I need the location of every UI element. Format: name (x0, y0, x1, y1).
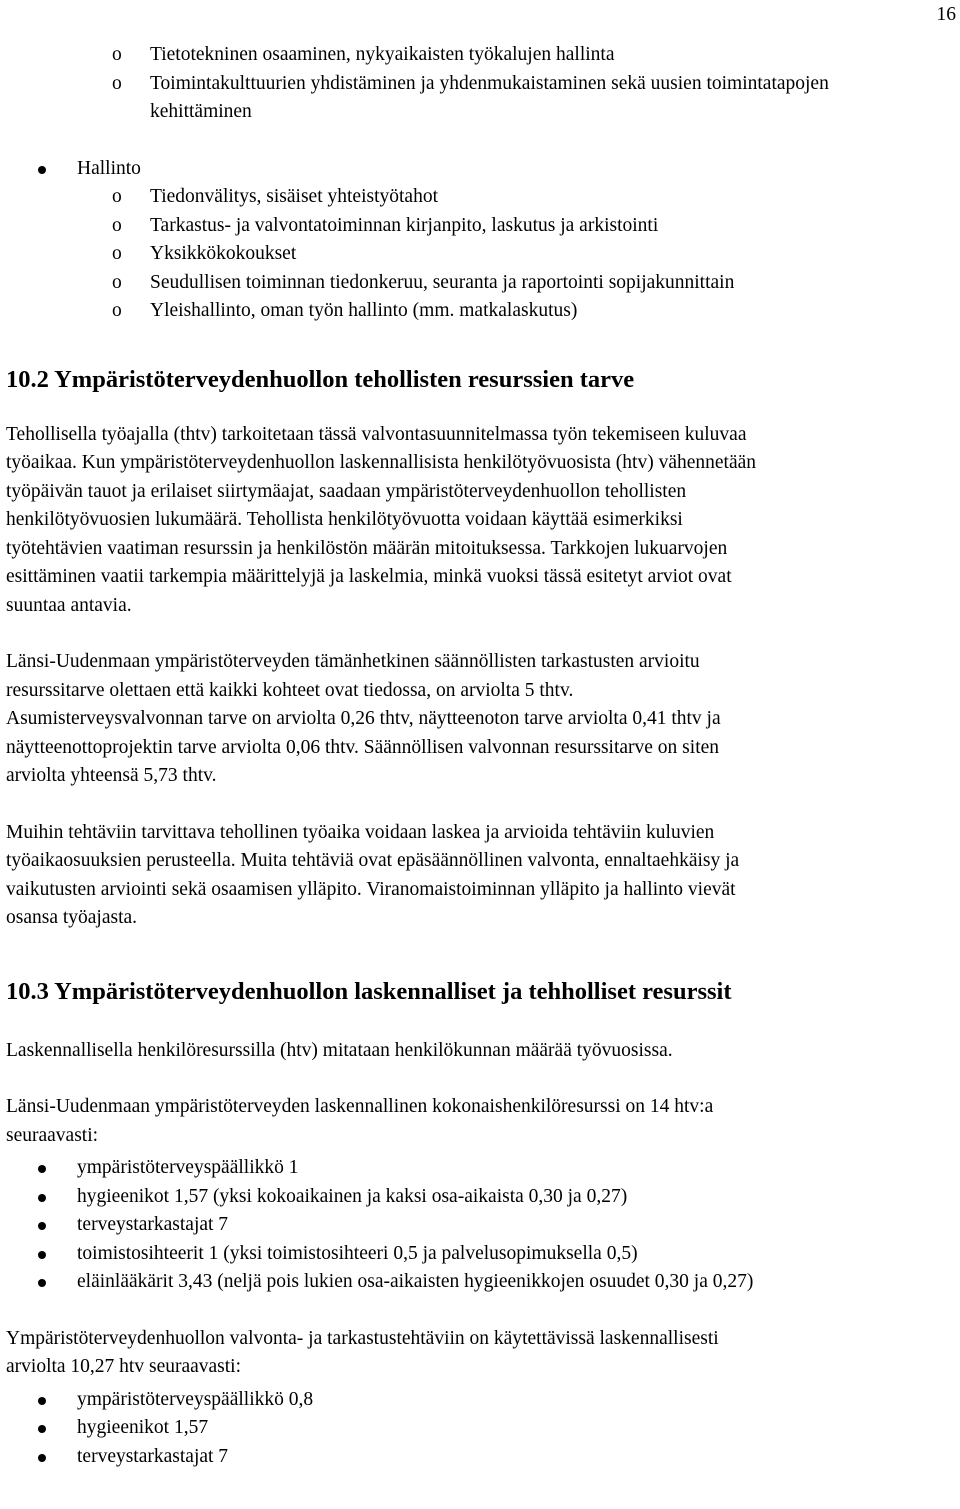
bullet-dot-icon (38, 1397, 46, 1405)
resource-list (6, 1154, 936, 1297)
section-heading-10-2: 10.2 Ympäristöterveydenhuollon tehollisten resurssien tarve (6, 365, 635, 393)
bullet-dot-icon (38, 1194, 46, 1202)
list-item: o Yleishallinto, oman työn hallinto (mm. matkalaskutus) (6, 297, 936, 326)
sub-bullet-marker: o (112, 271, 122, 293)
paragraph: Tehollisella työajalla (thtv) tarkoitetaan tässä valvontasuunnitelmassa työn tekemiseen kuluvaa työaikaa. Kun ympäristöterveydenhuollon laskennallisista henkilötyövuosista (htv) vähennetään työpäivän tauot ja erilaiset siirtymäajat, saadaan ympäristöterveydenhuollon tehollisten henkilötyövuosien lukumäärä. Tehollista henkilötyövuotta voidaan käyttää esimerkiksi työtehtävien vaatiman resurssin ja henkilöstön määrän mitoituksessa. Tarkkojen lukuarvojen esittäminen vaatii tarkempia määrittelyjä ja laskelmia, minkä vuoksi tässä esitetyt arviot ovat suuntaa antavia. (6, 423, 757, 616)
hallinto-sub-list (6, 183, 936, 326)
list-item: o Tiedonvälitys, sisäiset yhteistyötahot (6, 183, 936, 212)
list-item: hygieenikot 1,57 (yksi kokoaikainen ja kaksi osa-aikaista 0,30 ja 0,27) (6, 1183, 936, 1212)
list-item: ympäristöterveyspäällikkö 0,8 (6, 1386, 936, 1415)
sub-bullet-marker: o (112, 186, 122, 207)
section-heading-10-3: 10.3 Ympäristöterveydenhuollon laskennalliset ja tehholliset resurssit (6, 977, 732, 1005)
bullet-dot-icon (38, 1222, 46, 1230)
list-item: hygieenikot 1,57 (6, 1414, 936, 1443)
list-item: o Seudullisen toiminnan tiedonkeruu, seuranta ja raportointi sopijakunnittain (6, 269, 936, 298)
inspection-resource-list (6, 1386, 936, 1472)
paragraph: Ympäristöterveydenhuollon valvonta- ja tarkastustehtäviin on käytettävissä laskennallisesti arviolta 10,27 htv seuraavasti: (6, 1327, 719, 1377)
sub-bullet-marker: o (112, 72, 122, 94)
page-number: 16 (936, 4, 956, 25)
bullet-dot-icon (38, 1165, 46, 1173)
list-item: terveystarkastajat 7 (6, 1443, 936, 1472)
list-item: o Yksikkökokoukset (6, 240, 936, 269)
sub-bullet-marker: o (112, 243, 122, 264)
paragraph: Länsi-Uudenmaan ympäristöterveyden tämänhetkinen säännöllisten tarkastusten arvioitu resurssitarve olettaen että kaikki kohteet ovat tiedossa, on arviolta 5 thtv. Asumisterveysvalvonnan tarve on arviolta 0,26 thtv, näytteenoton tarve arviolta 0,41 thtv ja näytteenottoprojektin tarve arviolta 0,06 thtv. Säännöllisen valvonnan resurssitarve on siten arviolta yhteensä 5,73 thtv. (6, 651, 721, 786)
list-item: eläinlääkärit 3,43 (neljä pois lukien osa-aikaisten hygieenikkojen osuudet 0,30 ja 0,27) (6, 1268, 936, 1297)
bullet-dot-icon (38, 1454, 46, 1462)
sub-list-continued (6, 41, 936, 127)
bullet-dot-icon (38, 166, 46, 174)
bullet-dot-icon (38, 1425, 46, 1433)
list-item: terveystarkastajat 7 (6, 1211, 936, 1240)
list-item: ympäristöterveyspäällikkö 1 (6, 1154, 936, 1183)
paragraph: Laskennallisella henkilöresurssilla (htv) mitataan henkilökunnan määrää työvuosissa. (6, 1039, 673, 1061)
sub-bullet-marker: o (112, 300, 122, 321)
list-item: o Tietotekninen osaaminen, nykyaikaisten työkalujen hallinta (6, 41, 936, 70)
list-item: toimistosihteerit 1 (yksi toimistosihteeri 0,5 ja palvelusopimuksella 0,5) (6, 1240, 936, 1269)
sub-bullet-marker: o (112, 44, 122, 65)
list-item-hallinto: Hallinto (6, 155, 936, 184)
list-item: o Tarkastus- ja valvontatoiminnan kirjanpito, laskutus ja arkistointi (6, 212, 936, 241)
bullet-dot-icon (38, 1251, 46, 1259)
sub-bullet-marker: o (112, 214, 122, 236)
document-body (6, 41, 936, 1471)
bullet-dot-icon (38, 1279, 46, 1287)
paragraph: Länsi-Uudenmaan ympäristöterveyden laskennallinen kokonaishenkilöresurssi on 14 htv:a seuraavasti: (6, 1096, 714, 1146)
hallinto-list (6, 155, 936, 184)
paragraph: Muihin tehtäviin tarvittava tehollinen työaika voidaan laskea ja arvioida tehtäviin kuluvien työaikaosuuksien perusteella. Muita tehtäviä ovat epäsäännöllinen valvonta, ennaltaehkäisy ja vaikutusten arviointi sekä osaamisen ylläpito. Viranomaistoiminnan ylläpito ja hallinto vievät osansa työajasta. (6, 821, 740, 928)
list-item: o Toimintakulttuurien yhdistäminen ja yhdenmukaistaminen sekä uusien toimintatapojen kehittäminen (6, 70, 910, 127)
